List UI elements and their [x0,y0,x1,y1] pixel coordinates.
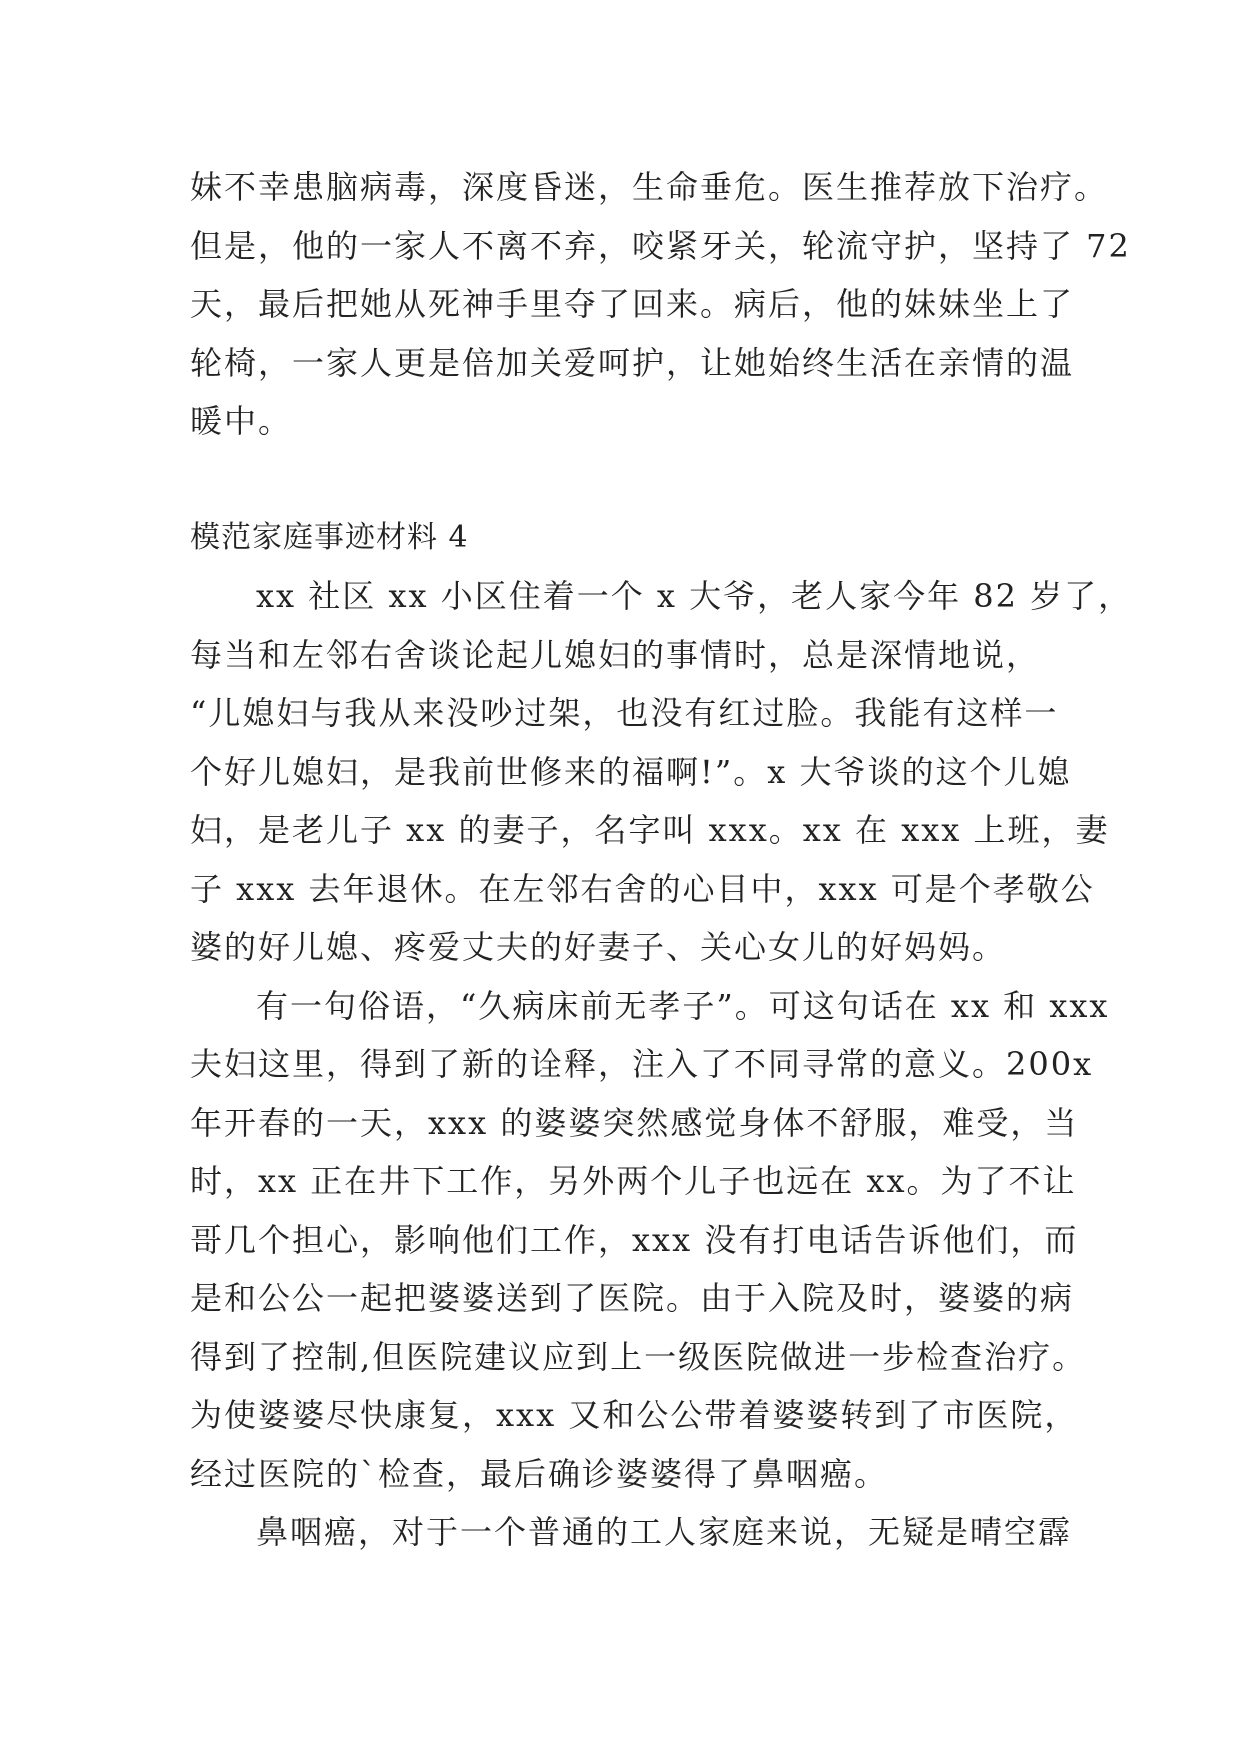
text-line: 个好儿媳妇，是我前世修来的福啊!”。x 大爷谈的这个儿媳 [190,752,1072,791]
text-line: “儿媳妇与我从来没吵过架，也没有红过脸。我能有这样一 [190,694,1059,732]
text-line: 为使婆婆尽快康复，xxx 又和公公带着婆婆转到了市医院， [190,1396,1079,1434]
text-line: 天，最后把她从死神手里夺了回来。病后，他的妹妹坐上了 [190,285,1075,323]
section-heading: 模范家庭事迹材料 4 [190,519,469,555]
paragraph-2 [190,567,1133,977]
text-line: 每当和左邻右舍谈论起儿媳妇的事情时，总是深情地说， [190,635,1041,674]
paragraph-spacer [190,451,1070,509]
paragraph-1 [190,158,1131,451]
text-line: 婆的好儿媳、疼爱丈夫的好妻子、关心女儿的好妈妈。 [190,928,1007,966]
text-line: 年开春的一天，xxx 的婆婆突然感觉身体不舒服，难受，当 [190,1103,1079,1142]
text-line: 时，xx 正在井下工作，另外两个儿子也远在 xx。为了不让 [190,1162,1077,1200]
text-line: 但是，他的一家人不离不弃，咬紧牙关，轮流守护，坚持了 72 [190,226,1131,265]
paragraph-4 [190,1503,1073,1562]
text-line: 夫妇这里，得到了新的诠释，注入了不同寻常的意义。200x [190,1045,1094,1083]
text-line: 鼻咽癌，对于一个普通的工人家庭来说，无疑是晴空霹 [256,1513,1073,1551]
text-line: 暖中。 [190,402,293,440]
text-line: 得到了控制,但医院建议应到上一级医院做进一步检查治疗。 [190,1337,1087,1376]
paragraph-3 [190,977,1110,1504]
text-line: 有一句俗语，“久病床前无孝子”。可这句话在 xx 和 xxx [256,986,1110,1025]
text-line: 哥几个担心，影响他们工作，xxx 没有打电话告诉他们，而 [190,1220,1079,1259]
text-line: 经过医院的`检查，最后确诊婆婆得了鼻咽癌。 [190,1454,889,1493]
text-line: 是和公公一起把婆婆送到了医院。由于入院及时，婆婆的病 [190,1279,1075,1317]
text-line: 轮椅，一家人更是倍加关爱呵护，让她始终生活在亲情的温 [190,343,1075,382]
text-line: 妇，是老儿子 xx 的妻子，名字叫 xxx。xx 在 xxx 上班，妻 [190,811,1110,849]
text-line: 子 xxx 去年退休。在左邻右舍的心目中，xxx 可是个孝敬公 [190,869,1095,908]
text-line: xx 社区 xx 小区住着一个 x 大爷，老人家今年 82 岁了， [256,577,1133,615]
document-body [190,158,1133,1562]
text-line: 妹不幸患脑病毒，深度昏迷，生命垂危。医生推荐放下治疗。 [190,168,1109,206]
